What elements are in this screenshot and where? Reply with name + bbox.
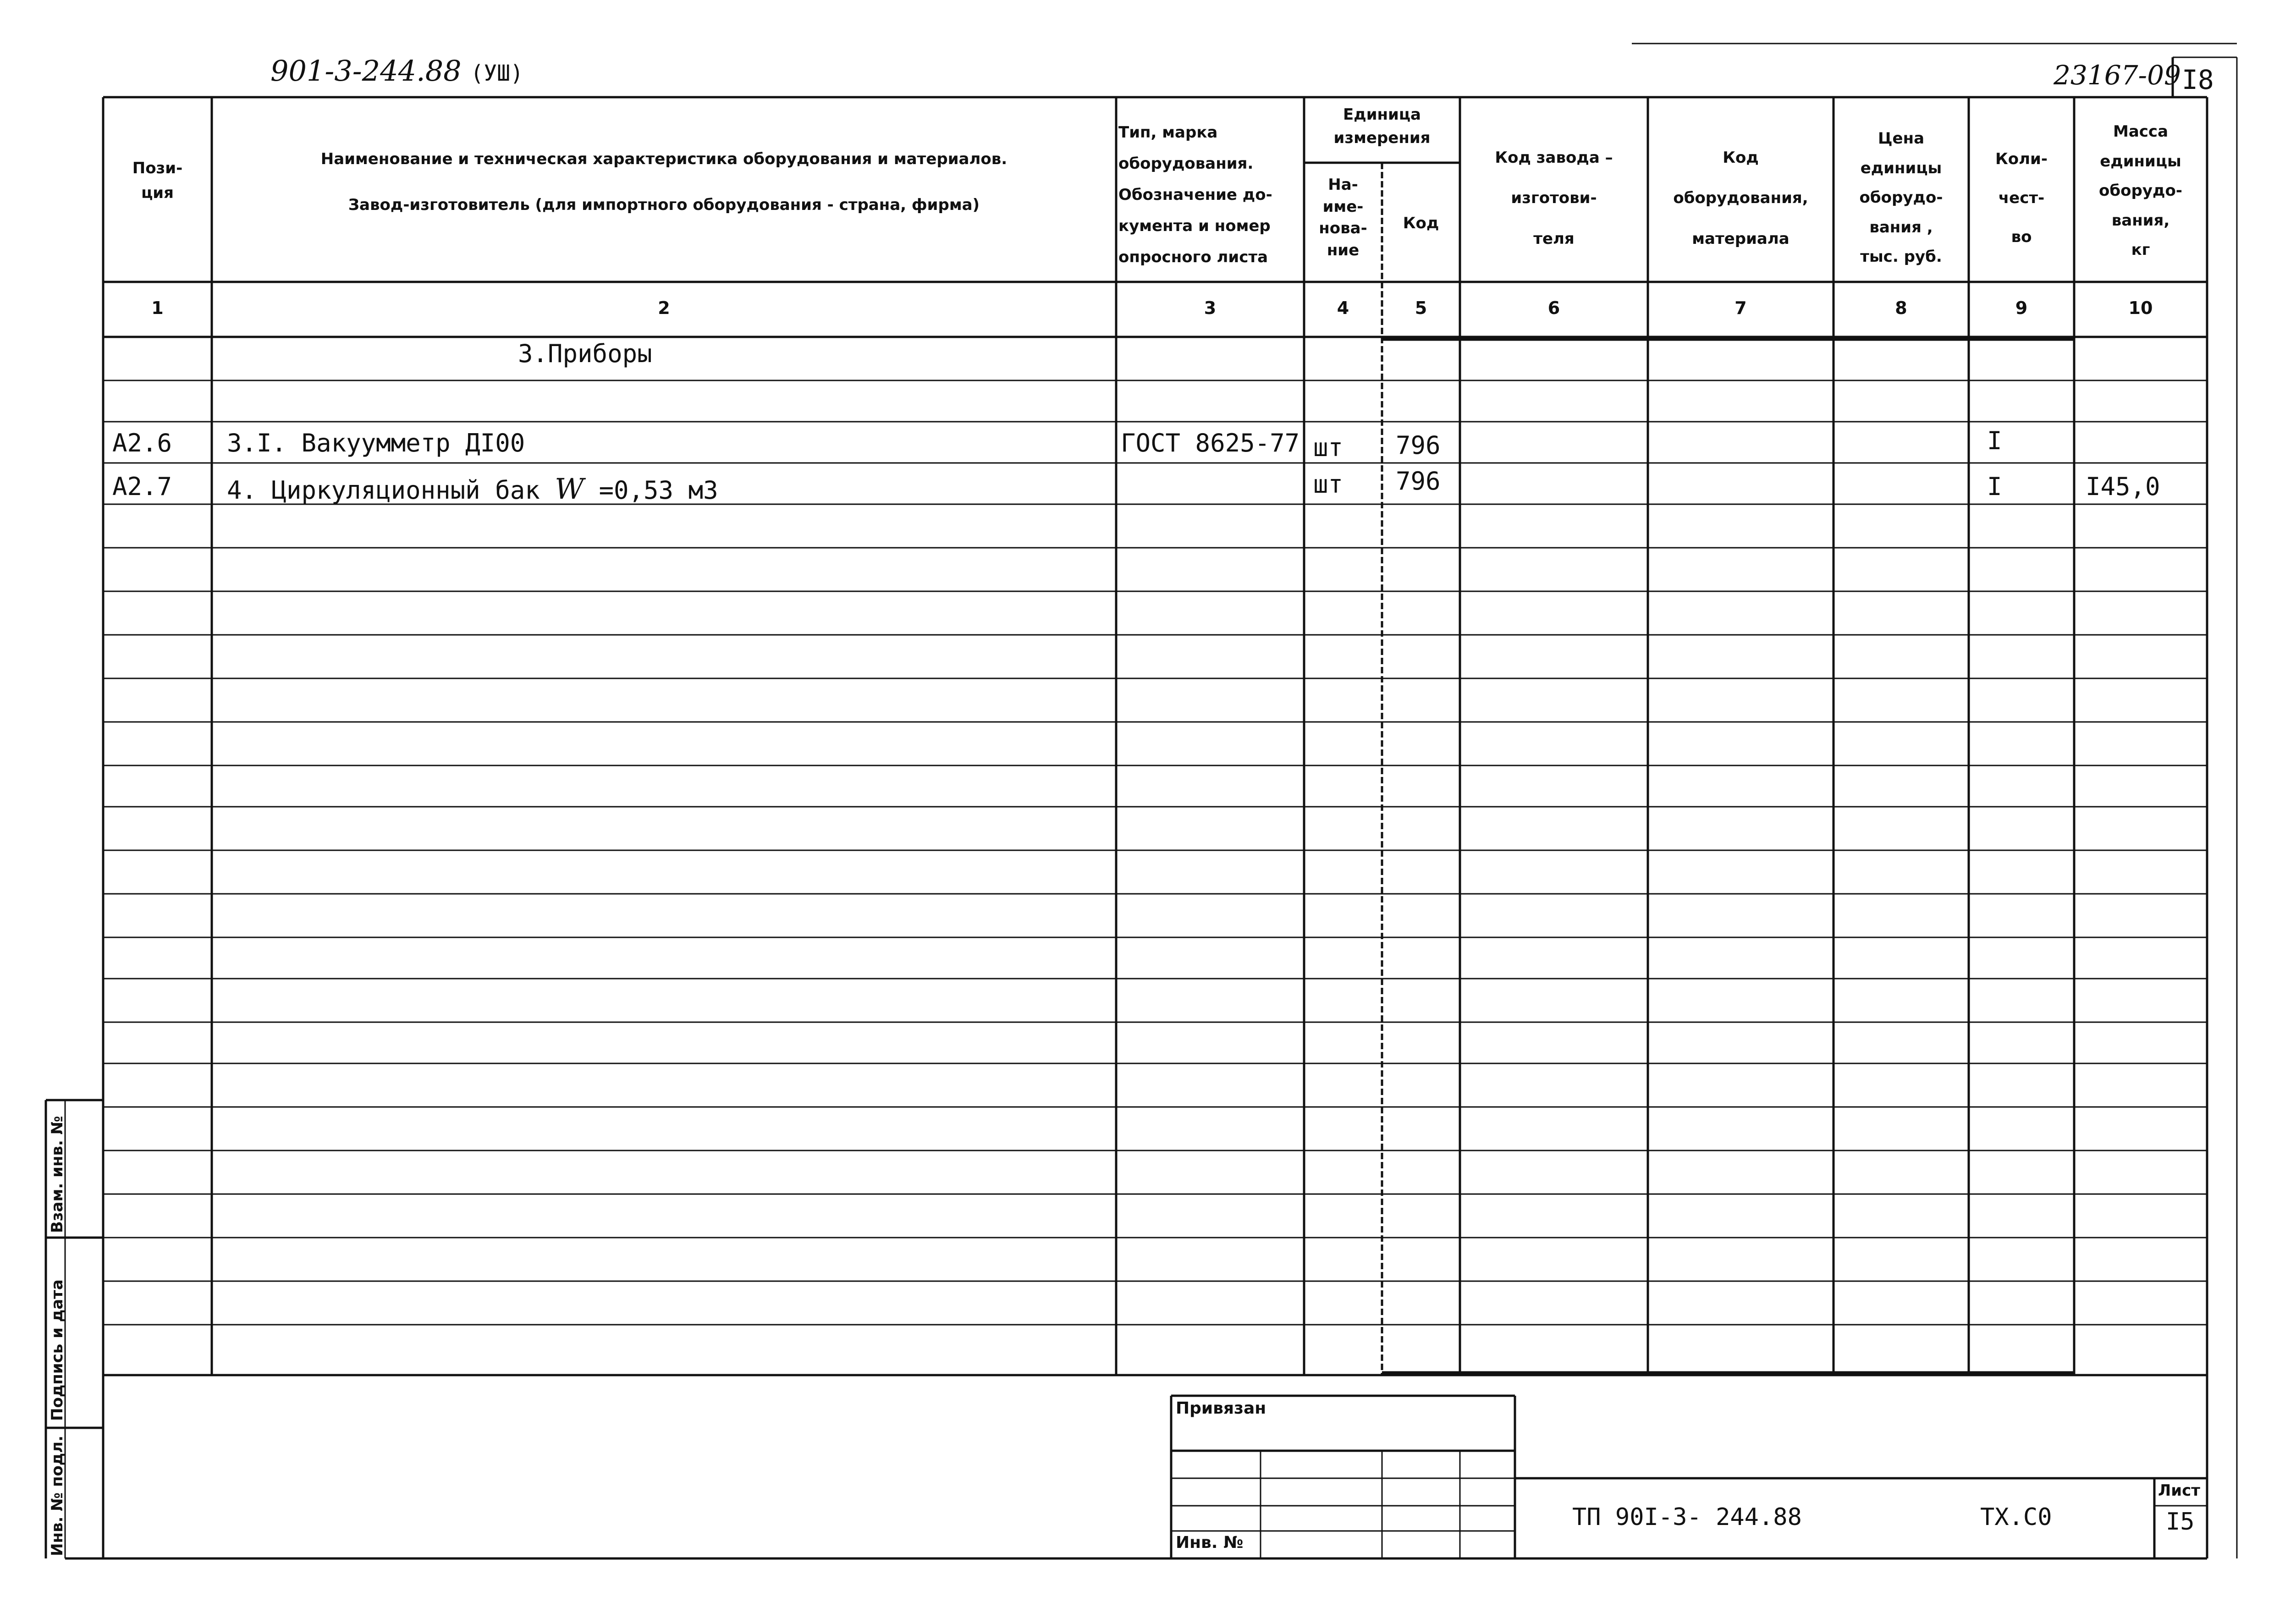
- row-name-text: 4. Циркуляционный бак: [227, 476, 540, 505]
- stamp-vzam-inv: Взам. инв. №: [48, 1116, 66, 1233]
- header-unit-name: На- име- нова- ние: [1319, 176, 1367, 259]
- row-unit: шт: [1313, 433, 1343, 462]
- row-code: 796: [1396, 431, 1441, 460]
- sheet-code: 23167-09: [2054, 60, 2181, 91]
- document-code-suffix: (УШ): [470, 61, 523, 86]
- row-name-value: =0,53 м3: [599, 476, 718, 505]
- section-title: 3.Приборы: [518, 339, 652, 368]
- column-number: 8: [1895, 298, 1907, 318]
- document-code: [270, 54, 523, 88]
- row-position: А2.6: [112, 429, 172, 457]
- column-number: 5: [1415, 298, 1427, 318]
- row-name-variable: W: [555, 472, 584, 506]
- row-type: ГОСТ 8625-77: [1121, 429, 1300, 457]
- header-equipment-code: Код оборудования, материала: [1673, 149, 1808, 248]
- header-unit-mass: Масса единицы оборудо- вания, кг: [2099, 122, 2182, 259]
- row-name: 3.I. Вакуумметр ДI00: [227, 429, 525, 457]
- row-position: А2.7: [112, 472, 172, 501]
- row-quantity: I: [1987, 472, 2002, 501]
- row-name: [227, 472, 718, 506]
- header-unit-code: Код: [1403, 214, 1439, 232]
- column-number: 7: [1734, 298, 1747, 318]
- stamp-inv-podl: Инв. № подл.: [48, 1435, 66, 1556]
- header-quantity: Коли- чест- во: [1995, 150, 2048, 246]
- document-code-number: 901-3-244.88: [270, 54, 462, 88]
- stamp-signature-date: Подпись и дата: [48, 1279, 66, 1421]
- sheet-value: I5: [2166, 1508, 2195, 1536]
- row-mass: I45,0: [2086, 472, 2160, 501]
- header-name-line2: Завод-изготовитель (для импортного оборудования - страна, фирма): [348, 196, 980, 214]
- inv-number-label: Инв. №: [1176, 1533, 1244, 1552]
- row-code: 796: [1396, 467, 1441, 495]
- column-number: 9: [2015, 298, 2028, 318]
- column-number: 10: [2128, 298, 2153, 318]
- document-designation: ТП 90I-3- 244.88: [1572, 1503, 1802, 1531]
- header-position: Пози- ция: [132, 159, 183, 203]
- column-number: 3: [1204, 298, 1217, 318]
- sheet-number-top: I8: [2182, 64, 2214, 95]
- document-mark: ТХ.С0: [1980, 1503, 2052, 1531]
- sheet-label: Лист: [2158, 1481, 2200, 1500]
- column-number: 6: [1547, 298, 1560, 318]
- column-number: 1: [151, 298, 164, 318]
- header-unit-price: Цена единицы оборудо- вания , тыс. руб.: [1859, 129, 1943, 266]
- column-number: 2: [658, 298, 670, 318]
- privyazan-label: Привязан: [1176, 1399, 1266, 1418]
- header-factory-code: Код завода – изготови- теля: [1495, 149, 1613, 248]
- row-unit: шт: [1313, 470, 1343, 499]
- header-name-line1: Наименование и техническая характеристика оборудования и материалов.: [320, 150, 1008, 168]
- column-number: 4: [1337, 298, 1349, 318]
- header-unit-group: Единица измерения: [1333, 105, 1431, 147]
- row-quantity: I: [1987, 426, 2002, 455]
- header-type: Тип, марка оборудования. Обозначение до- кумента и номер опросного листа: [1118, 123, 1272, 266]
